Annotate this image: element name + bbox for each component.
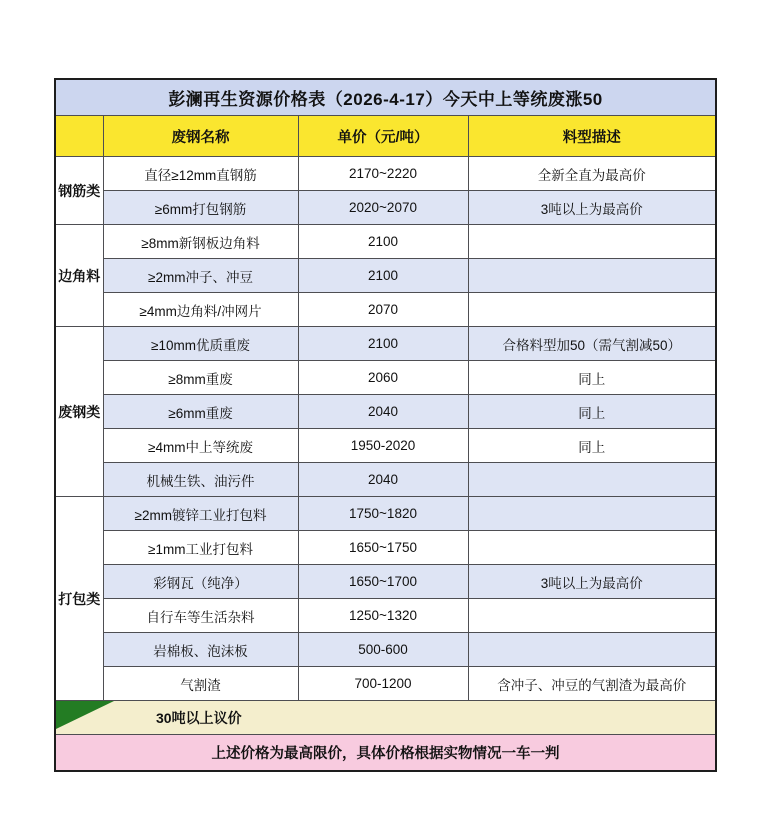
desc-cell <box>468 293 716 327</box>
desc-cell <box>468 497 716 531</box>
table-row <box>55 429 716 463</box>
header-unit-price: 单价（元/吨） <box>298 116 468 157</box>
desc-cell: 同上 <box>468 395 716 429</box>
desc-cell: 3吨以上为最高价 <box>468 565 716 599</box>
title-row <box>55 79 716 116</box>
price-cell: 1950-2020 <box>298 429 468 463</box>
price-cell: 2040 <box>298 395 468 429</box>
footer-warning-text: 上述价格为最高限价，具体价格根据实物情况一车一判 <box>55 735 716 772</box>
desc-cell: 3吨以上为最高价 <box>468 191 716 225</box>
name-cell: 彩钢瓦（纯净） <box>103 565 298 599</box>
name-cell: ≥8mm新钢板边角料 <box>103 225 298 259</box>
price-cell: 2060 <box>298 361 468 395</box>
price-cell: 2100 <box>298 259 468 293</box>
desc-cell <box>468 259 716 293</box>
table-row <box>55 633 716 667</box>
table-row <box>55 497 716 531</box>
price-cell: 1750~1820 <box>298 497 468 531</box>
name-cell: ≥2mm冲子、冲豆 <box>103 259 298 293</box>
footer-note-cell <box>55 701 716 735</box>
price-cell: 500-600 <box>298 633 468 667</box>
table-row <box>55 191 716 225</box>
desc-cell: 全新全直为最高价 <box>468 157 716 191</box>
table-row <box>55 259 716 293</box>
price-cell: 2100 <box>298 225 468 259</box>
name-cell: ≥1mm工业打包料 <box>103 531 298 565</box>
table-row <box>55 667 716 701</box>
table-row <box>55 395 716 429</box>
category-cell: 废钢类 <box>55 327 103 497</box>
name-cell: 直径≥12mm直钢筋 <box>103 157 298 191</box>
footer-note-text: 30吨以上议价 <box>156 709 242 726</box>
name-cell: 机械生铁、油污件 <box>103 463 298 497</box>
price-cell: 700-1200 <box>298 667 468 701</box>
name-cell: 自行车等生活杂料 <box>103 599 298 633</box>
price-cell: 1650~1700 <box>298 565 468 599</box>
price-cell: 2040 <box>298 463 468 497</box>
table-row <box>55 361 716 395</box>
desc-cell: 含冲子、冲豆的气割渣为最高价 <box>468 667 716 701</box>
price-sheet <box>54 78 715 772</box>
price-cell: 2170~2220 <box>298 157 468 191</box>
header-material-desc: 料型描述 <box>468 116 716 157</box>
name-cell: ≥6mm打包钢筋 <box>103 191 298 225</box>
price-rows <box>55 157 716 701</box>
table-row <box>55 531 716 565</box>
name-cell: ≥6mm重废 <box>103 395 298 429</box>
table-row <box>55 463 716 497</box>
corner-triangle-icon <box>56 701 114 729</box>
price-cell: 1250~1320 <box>298 599 468 633</box>
header-category-spacer <box>55 116 103 157</box>
category-cell: 打包类 <box>55 497 103 701</box>
desc-cell: 同上 <box>468 429 716 463</box>
name-cell: ≥10mm优质重废 <box>103 327 298 361</box>
desc-cell: 合格料型加50（需气割减50） <box>468 327 716 361</box>
desc-cell <box>468 633 716 667</box>
desc-cell: 同上 <box>468 361 716 395</box>
header-row <box>55 116 716 157</box>
desc-cell <box>468 463 716 497</box>
footer-warning-row <box>55 735 716 772</box>
desc-cell <box>468 225 716 259</box>
table-row <box>55 157 716 191</box>
table-row <box>55 225 716 259</box>
category-cell: 边角料 <box>55 225 103 327</box>
footer-note-row <box>55 701 716 735</box>
name-cell: 岩棉板、泡沫板 <box>103 633 298 667</box>
price-cell: 2100 <box>298 327 468 361</box>
price-cell: 1650~1750 <box>298 531 468 565</box>
table-row <box>55 599 716 633</box>
table-row <box>55 327 716 361</box>
name-cell: ≥8mm重废 <box>103 361 298 395</box>
price-cell: 2070 <box>298 293 468 327</box>
category-cell: 钢筋类 <box>55 157 103 225</box>
table-row <box>55 293 716 327</box>
name-cell: ≥4mm中上等统废 <box>103 429 298 463</box>
table-row <box>55 565 716 599</box>
name-cell: ≥2mm镀锌工业打包料 <box>103 497 298 531</box>
page-title: 彭澜再生资源价格表（2026-4-17）今天中上等统废涨50 <box>55 79 716 116</box>
desc-cell <box>468 599 716 633</box>
name-cell: ≥4mm边角料/冲网片 <box>103 293 298 327</box>
desc-cell <box>468 531 716 565</box>
price-cell: 2020~2070 <box>298 191 468 225</box>
name-cell: 气割渣 <box>103 667 298 701</box>
header-scrap-name: 废钢名称 <box>103 116 298 157</box>
price-table <box>54 78 717 772</box>
